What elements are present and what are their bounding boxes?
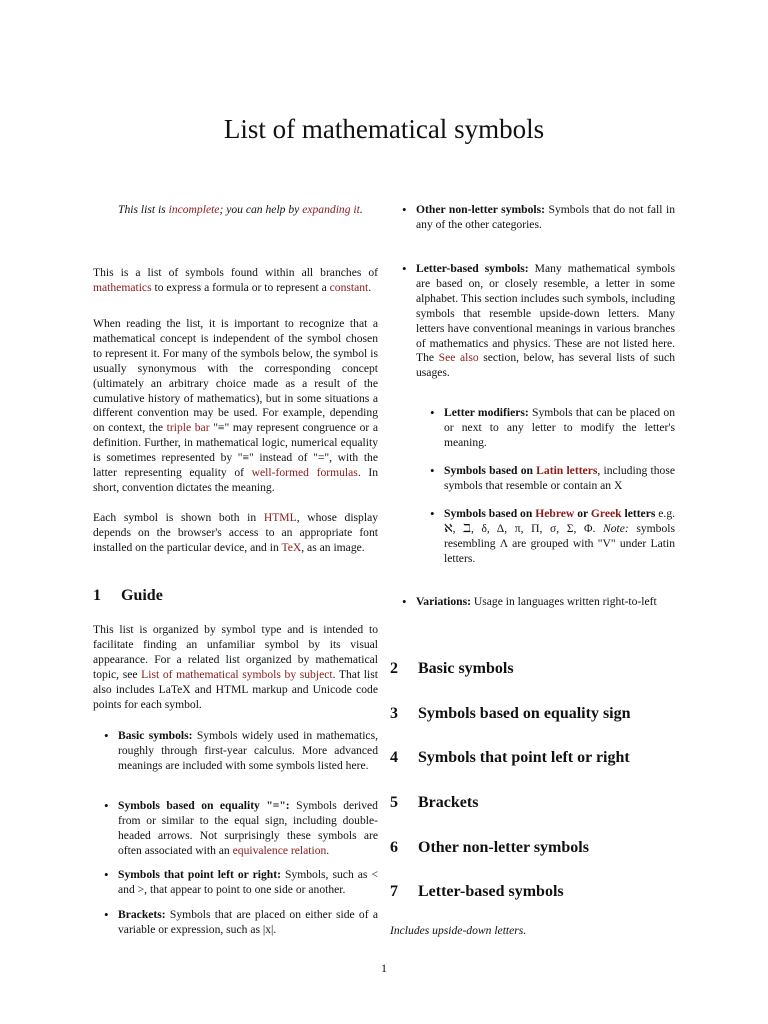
- bullet-text: Symbols widely used in mathematics, roughly through first-year calculus. More advanced meanings are included with some symbols listed here.: [118, 729, 378, 772]
- section-title: Symbols based on equality sign: [418, 705, 631, 722]
- bullet-label: Basic symbols:: [118, 729, 193, 742]
- bullet-text: , including those symbols that resemble or contain an X: [444, 464, 675, 492]
- bullet-label: Letter modifiers:: [444, 406, 529, 419]
- constant-link[interactable]: constant: [329, 280, 369, 294]
- bullet-text: symbols resembling Λ are grouped with "V" under Latin letters.: [444, 521, 675, 565]
- bullet-label: Symbols based on equality "=":: [118, 799, 290, 812]
- list-item: [118, 799, 378, 859]
- section-title: Other non-letter symbols: [418, 839, 589, 856]
- page-number: 1: [381, 961, 387, 975]
- bullet-text: Symbols, such as < and >, that appear to point to one side or another.: [118, 868, 378, 896]
- intro-paragraph-3: [93, 511, 378, 556]
- bullet-text: Symbols that can be placed on or next to any letter to modify the letter's meaning.: [444, 406, 675, 449]
- section-number: 5: [390, 794, 398, 811]
- paragraph-text: This is a list of symbols found within all branches of: [93, 266, 378, 279]
- section-heading-left-right: [390, 748, 675, 768]
- hatnote: [118, 203, 378, 218]
- guide-bullet-left-right: [118, 868, 378, 898]
- hatnote-text: This list is: [118, 203, 169, 216]
- section-title: Symbols that point left or right: [418, 749, 630, 766]
- hebrew-link[interactable]: Hebrew: [535, 507, 575, 520]
- see-also-link[interactable]: See also: [438, 351, 479, 365]
- guide-bullet-letter: [416, 262, 675, 381]
- paragraph-text: to express a formula or to represent a: [151, 280, 330, 294]
- list-item: [118, 868, 378, 898]
- section-heading-letter-based: [390, 882, 675, 902]
- section-number: 6: [390, 839, 398, 856]
- section-heading-other-non-letter: [390, 838, 675, 858]
- tex-link[interactable]: TeX: [281, 540, 302, 554]
- guide-bullet-other: [416, 203, 675, 233]
- page-title: List of mathematical symbols: [223, 114, 545, 144]
- list-item: [416, 262, 675, 381]
- paragraph-text: . That list also includes LaTeX and HTML markup and Unicode code points for each symbol.: [93, 667, 378, 711]
- note-label: Note:: [602, 521, 629, 535]
- bullet-text: Many mathematical symbols are based on, or closely resemble, a letter in some alphabet. This section includes such symbols, including symbols that resemble upside-down letters. Many letters have conventional meanings in various branches of mathematics and physics. These are not listed here. The: [416, 262, 675, 365]
- bullet-text: Symbols derived from or similar to the equal sign, including double-headed arrows. Not surprisingly these symbols are often associated with an: [118, 799, 378, 857]
- section-number: 1: [93, 587, 101, 604]
- section-title: Basic symbols: [418, 660, 514, 677]
- bullet-label: Letter-based symbols:: [416, 262, 529, 275]
- section-heading-brackets: [390, 793, 675, 813]
- by-subject-link[interactable]: List of mathematical symbols by subject: [141, 667, 333, 681]
- guide-bullet-brackets: [118, 908, 378, 938]
- bullet-label: letters: [621, 507, 656, 520]
- section-number: 3: [390, 705, 398, 722]
- section-heading-basic-symbols: [390, 659, 675, 679]
- list-item: [118, 908, 378, 938]
- paragraph-text: When reading the list, it is important to recognize that a mathematical concept is independent of the symbol chosen to represent it. For many of the symbols below, the symbol is usually synonymous with the corresponding concept (ultimately an arbitrary choice made as a result of the cumulative history of mathematics), but in some situations a different convention may be used. For example, depending on context, the: [93, 317, 378, 435]
- bullet-text: Symbols that are placed on either side of a variable or expression, such as |x|.: [118, 908, 378, 936]
- greek-link[interactable]: Greek: [590, 507, 622, 520]
- bullet-text: section, below, has several lists of such usages.: [416, 351, 675, 380]
- bullet-label: Symbols based on: [444, 464, 537, 477]
- section-heading-equality: [390, 704, 675, 724]
- bullet-text: Symbols that do not fall in any of the other categories.: [416, 203, 675, 231]
- paragraph-text: . In short, convention dictates the meaning.: [93, 466, 378, 494]
- latin-letters-link[interactable]: Latin letters: [536, 464, 598, 477]
- list-item: [444, 464, 675, 494]
- list-item: [118, 729, 378, 774]
- bullet-label: Symbols that point left or right:: [118, 868, 281, 881]
- guide-bullet-latin: [444, 464, 675, 494]
- section-title: Guide: [121, 587, 163, 604]
- bullet-label: Other non-letter symbols:: [416, 203, 545, 216]
- bullet-text: .: [326, 843, 330, 857]
- hatnote-text: ; you can help by: [219, 203, 303, 216]
- bullet-label: Brackets:: [118, 908, 166, 921]
- triple-bar-link[interactable]: triple bar: [166, 421, 210, 435]
- guide-paragraph: [93, 623, 378, 712]
- section-title: Letter-based symbols: [418, 883, 564, 900]
- section-number: 7: [390, 883, 398, 900]
- list-item: [416, 595, 675, 610]
- bullet-text: e.g. ℵ, ℶ, δ, Δ, π, Π, σ, Σ, Φ.: [444, 507, 676, 535]
- list-item: [416, 203, 675, 233]
- guide-bullet-hebrew-greek: [444, 507, 675, 567]
- paragraph-text: This list is organized by symbol type and is intended to facilitate finding an unfamiliar symbol by its visual appearance. For a related list organized by mathematical topic, see: [93, 623, 378, 681]
- bullet-label: Symbols based on: [444, 507, 536, 520]
- hatnote-text: .: [359, 203, 363, 216]
- intro-paragraph-1: [93, 266, 378, 296]
- bullet-label: or: [574, 507, 591, 520]
- guide-bullet-basic: [118, 729, 378, 774]
- letter-section-note: Includes upside-down letters.: [390, 924, 527, 937]
- guide-bullet-equality: [118, 799, 378, 859]
- mathematics-link[interactable]: mathematics: [93, 280, 152, 294]
- bullet-text: Usage in languages written right-to-left: [470, 595, 657, 608]
- section-number: 2: [390, 660, 398, 677]
- well-formed-formulas-link[interactable]: well-formed formulas: [251, 466, 358, 480]
- guide-bullet-modifiers: [444, 406, 675, 451]
- section-number: 4: [390, 749, 398, 766]
- section-title: Brackets: [418, 794, 479, 811]
- paragraph-text: .: [368, 280, 372, 294]
- html-link[interactable]: HTML: [263, 511, 297, 524]
- paragraph-text: Each symbol is shown both in: [93, 511, 264, 524]
- section-heading-guide: [93, 586, 378, 606]
- guide-bullet-variations: [416, 595, 675, 610]
- list-item: [444, 406, 675, 451]
- paragraph-text: , as an image.: [301, 540, 365, 554]
- expanding-it-link[interactable]: expanding it: [302, 203, 360, 216]
- list-item: [444, 507, 675, 567]
- paragraph-text: , whose display depends on the browser's access to an appropriate font installed on the particular device, and in: [93, 511, 379, 554]
- bullet-label: Variations:: [416, 595, 471, 608]
- paragraph-text: "≡" may represent congruence or a definition. Further, in mathematical logic, numerical equality is sometimes represented by "≡" instead of "=", with the latter representing equality of: [93, 421, 378, 480]
- equivalence-relation-link[interactable]: equivalence relation: [232, 843, 327, 857]
- incomplete-link[interactable]: incomplete: [168, 203, 220, 216]
- intro-paragraph-2: [93, 317, 378, 496]
